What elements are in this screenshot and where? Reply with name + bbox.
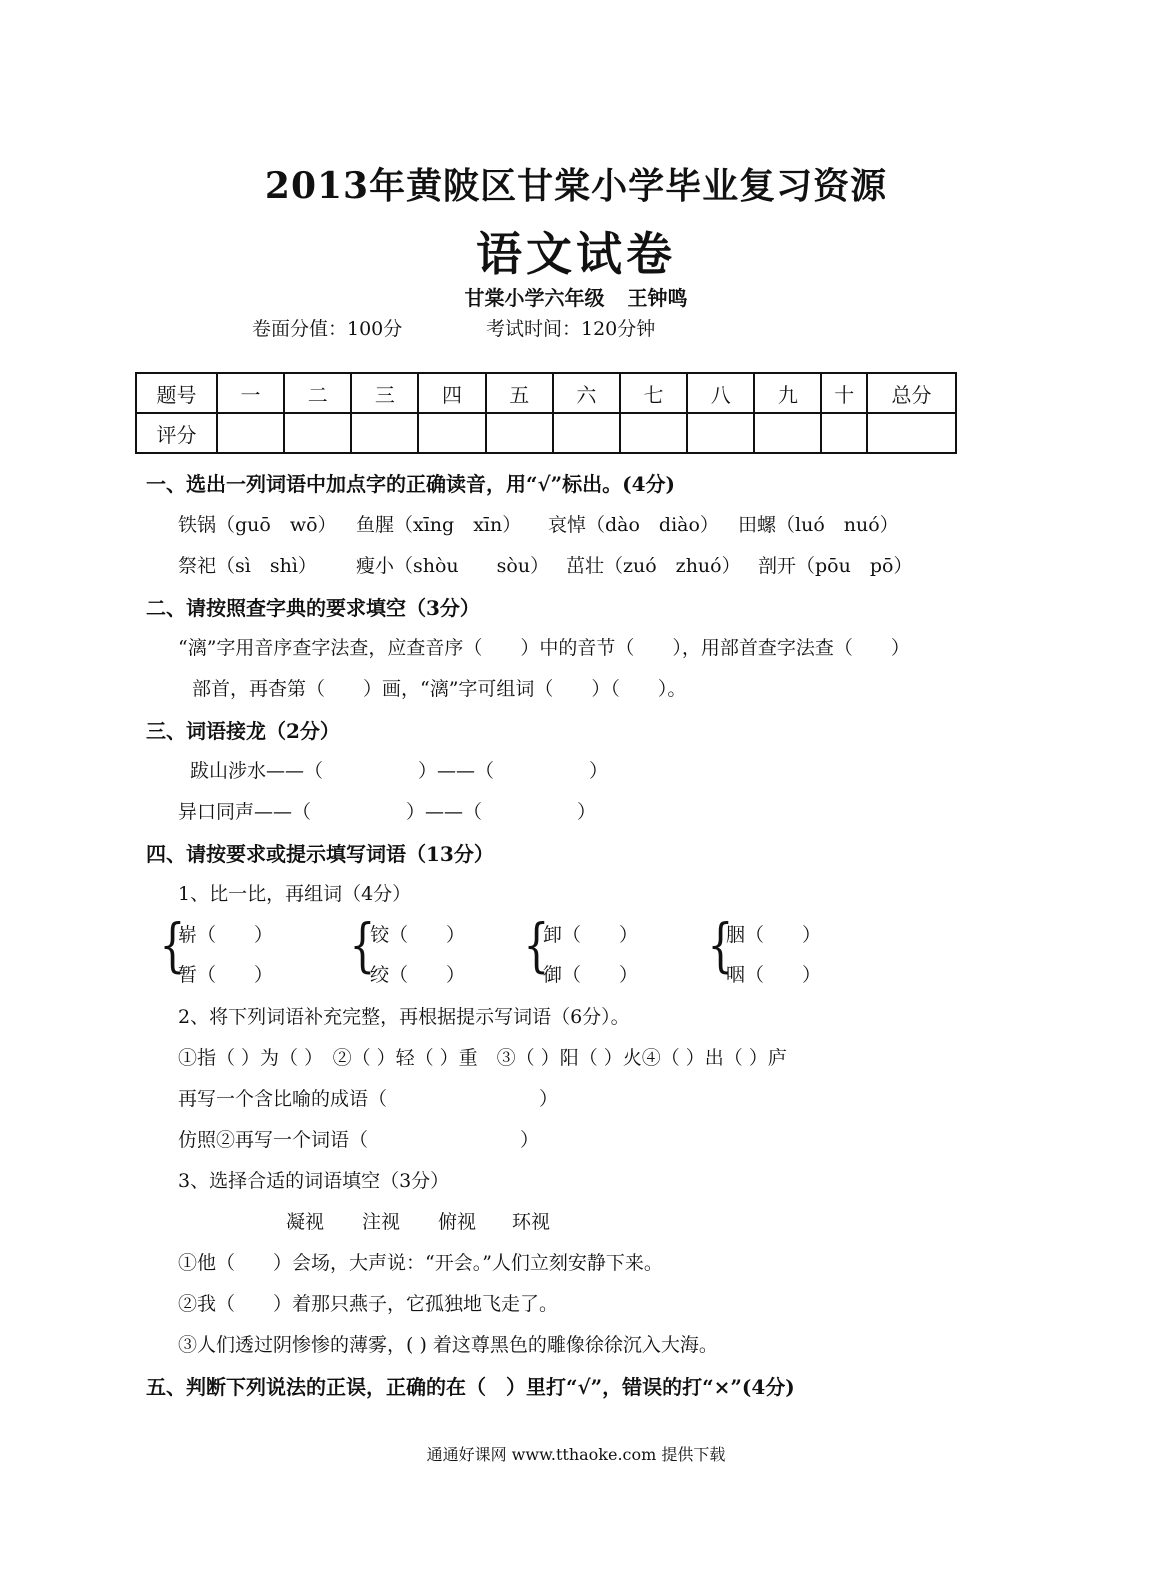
- score-table-header: 九: [754, 373, 821, 413]
- word-chain-line-2: 异口同声——（ ）——（ ）: [178, 801, 597, 823]
- pair-bottom: 御（ ）: [543, 964, 639, 986]
- score-cell[interactable]: [821, 413, 867, 453]
- score-cell[interactable]: [687, 413, 754, 453]
- dictionary-line-2: 部首，再杳第（ ）画，“漓”字可组词（ ）（ ）。: [192, 678, 687, 700]
- section-3-title: 三、词语接龙（2分）: [146, 719, 340, 743]
- school-name: 甘棠小学六年级: [464, 286, 605, 310]
- fill-sentence-3: ③人们透过阴惨惨的薄雾，( ) 着这尊黑色的雕像徐徐沉入大海。: [178, 1334, 718, 1356]
- author-line: [0, 282, 1152, 311]
- brace-icon: {: [159, 911, 186, 979]
- word-choice: 环视: [512, 1211, 551, 1233]
- score-total: 卷面分值：100分: [252, 318, 403, 340]
- score-cell[interactable]: [351, 413, 418, 453]
- pinyin-item: 祭祀（sì shì）: [178, 555, 317, 577]
- score-table-header: 三: [351, 373, 418, 413]
- score-table-header: 六: [553, 373, 620, 413]
- pinyin-item: 鱼腥（xīng xīn）: [356, 514, 522, 536]
- word-chain-line-1: 跋山涉水——（ ）——（ ）: [190, 760, 609, 782]
- score-cell[interactable]: [486, 413, 553, 453]
- score-cell[interactable]: [553, 413, 620, 453]
- score-table-header: 四: [418, 373, 485, 413]
- pinyin-item: 铁锅（guō wō）: [178, 514, 337, 536]
- question-4-1: 1、比一比，再组词（4分）: [178, 883, 412, 905]
- score-table-header: 总分: [867, 373, 956, 413]
- score-table-header: 七: [620, 373, 687, 413]
- score-cell[interactable]: [754, 413, 821, 453]
- question-4-3: 3、选择合适的词语填空（3分）: [178, 1170, 450, 1192]
- pair-top: 铰（ ）: [370, 924, 466, 946]
- brace-icon: {: [523, 911, 550, 979]
- brace-icon: {: [349, 911, 376, 979]
- pair-top: 胭（ ）: [726, 924, 822, 946]
- score-cell[interactable]: [620, 413, 687, 453]
- score-table-header: 十: [821, 373, 867, 413]
- pair-bottom: 暂（ ）: [178, 964, 274, 986]
- section-1-title: 一、选出一列词语中加点字的正确读音，用“√”标出。(4分): [146, 472, 675, 496]
- score-table-header: 二: [284, 373, 351, 413]
- pinyin-item: 茁壮（zuó zhuó）: [566, 555, 741, 577]
- section-4-title: 四、请按要求或提示填写词语（13分）: [146, 842, 494, 866]
- word-choice: 注视: [362, 1211, 401, 1233]
- pinyin-item: 剖开（pōu pō）: [758, 555, 913, 577]
- teacher-name: 王钟鸣: [627, 286, 688, 310]
- dictionary-line-1: “漓”字用音序查字法查，应查音序（ ）中的音节（ ），用部首查字法查（ ）: [178, 637, 910, 659]
- pair-top: 崭（ ）: [178, 924, 274, 946]
- document-subtitle: 语文试卷: [476, 227, 676, 281]
- pair-top: 卸（ ）: [543, 924, 639, 946]
- score-table-header: 题号: [136, 373, 217, 413]
- score-table-header: 八: [687, 373, 754, 413]
- score-table-score-row: [136, 413, 956, 453]
- pair-bottom: 咽（ ）: [726, 964, 822, 986]
- pinyin-item: 田螺（luó nuó）: [738, 514, 899, 536]
- score-table-header: 一: [217, 373, 284, 413]
- word-choice: 俯视: [438, 1211, 477, 1233]
- score-row-label: 评分: [136, 413, 217, 453]
- fill-sentence-1: ①他（ ）会场，大声说：“开会。”人们立刻安静下来。: [178, 1252, 663, 1274]
- pinyin-item: 哀悼（dào diào）: [548, 514, 719, 536]
- score-cell[interactable]: [284, 413, 351, 453]
- score-cell[interactable]: [867, 413, 956, 453]
- score-cell[interactable]: [217, 413, 284, 453]
- score-table: [135, 372, 957, 454]
- section-2-title: 二、请按照查字典的要求填空（3分）: [146, 596, 480, 620]
- score-table-header: 五: [486, 373, 553, 413]
- fill-sentence-2: ②我（ ）着那只燕子，它孤独地飞走了。: [178, 1293, 559, 1315]
- word-choice: 凝视: [286, 1211, 325, 1233]
- document-title: 2013年黄陂区甘棠小学毕业复习资源: [264, 165, 888, 207]
- imitate-word-line: 仿照②再写一个词语（ ）: [178, 1129, 540, 1151]
- idiom-line: ①指（ ）为（ ） ②（ ）轻（ ）重 ③（ ）阳（ ）火④（ ）出（ ）庐: [178, 1047, 787, 1069]
- exam-time: 考试时间：120分钟: [486, 318, 656, 340]
- pinyin-item: 瘦小（shòu sòu）: [356, 555, 550, 577]
- score-table-header-row: [136, 373, 956, 413]
- page-footer: 通通好课网 www.tthaoke.com 提供下载: [426, 1445, 726, 1464]
- section-5-title: 五、判断下列说法的正误，正确的在（ ）里打“√”，错误的打“×”(4分): [146, 1375, 795, 1399]
- brace-icon: {: [707, 911, 734, 979]
- pair-bottom: 绞（ ）: [370, 964, 466, 986]
- metaphor-idiom-line: 再写一个含比喻的成语（ ）: [178, 1088, 559, 1110]
- score-cell[interactable]: [418, 413, 485, 453]
- question-4-2: 2、将下列词语补充完整，再根据提示写词语（6分）。: [178, 1006, 630, 1028]
